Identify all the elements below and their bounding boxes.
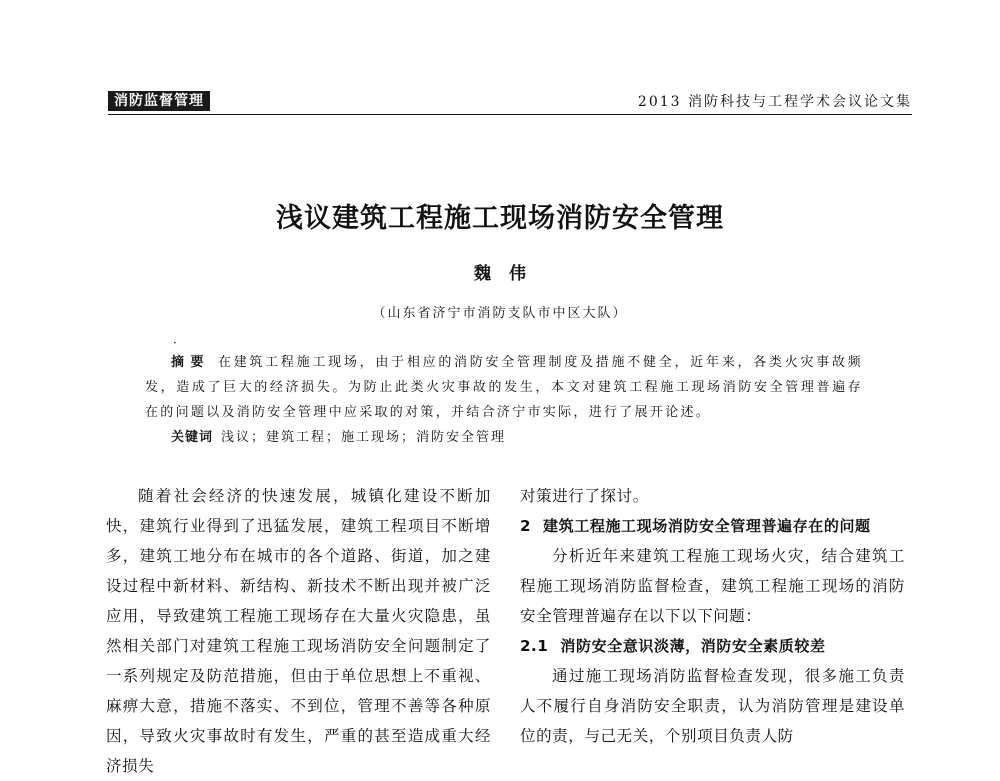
abstract-text: 在建筑工程施工现场，由于相应的消防安全管理制度及措施不健全，近年来，各类火灾事故频发，造成了巨大的经济损失。为防止此类火灾事故的发生，本文对建筑工程施工现场消防安全管理普遍存在的问题以及消防安全管理中应采取的对策，并结合济宁市实际，进行了展开论述。 [145, 355, 863, 420]
section-2-heading [520, 511, 905, 541]
author-affiliation: （山东省济宁市消防支队市中区大队） [372, 306, 628, 321]
header-rule [108, 114, 912, 115]
section-2-number: 2 [520, 517, 532, 535]
section-2-title: 建筑工程施工现场消防安全管理普遍存在的问题 [543, 517, 871, 535]
paper-title: 浅议建筑工程施工现场消防安全管理 [276, 203, 724, 234]
section-tag: 消防监督管理 [108, 91, 210, 111]
dot-mark: · [173, 336, 177, 350]
keywords-label: 关键词 [171, 430, 214, 445]
section-2-1-title: 消防安全意识淡薄，消防安全素质较差 [560, 637, 826, 655]
journal-title: 2013 消防科技与工程学术会议论文集 [637, 94, 912, 110]
section-2-1-paragraph: 通过施工现场消防监督检查发现，很多施工负责人不履行自身消防安全职责，认为消防管理是建设单位的责，与己无关，个别项目负责人防 [520, 667, 905, 745]
intro-paragraph: 随着社会经济的快速发展，城镇化建设不断加快，建筑行业得到了迅猛发展，建筑工程项目不断增多，建筑工地分布在城市的各个道路、街道，加之建设过程中新材料、新结构、新技术不断出现并被广泛应用，导致建筑工程施工现场存在大量火灾隐患，虽然相关部门对建筑工程施工现场消防安全问题制定了一系列规定及防范措施，但由于单位思想上不重视、麻痹大意，措施不落实、不到位，管理不善等各种原因，导致火灾事故时有发生，严重的甚至造成重大经济损失 [106, 487, 491, 775]
keywords-text: 浅议；建筑工程；施工现场；消防安全管理 [221, 430, 507, 445]
section-2-paragraph: 分析近年来建筑工程施工现场火灾，结合建筑工程施工现场消防监督检查，建筑工程施工现场的消防安全管理普遍存在以下以下问题： [520, 547, 905, 625]
abstract-label: 摘要 [171, 355, 210, 370]
author-name: 魏伟 [474, 264, 544, 284]
section-2-1-heading [520, 631, 905, 661]
body-column-right [520, 481, 905, 751]
section-2-1-number: 2.1 [520, 637, 549, 655]
intro-continuation: 对策进行了探讨。 [520, 487, 649, 505]
body-column-left [106, 481, 491, 781]
keywords [171, 425, 506, 450]
abstract [145, 350, 863, 425]
